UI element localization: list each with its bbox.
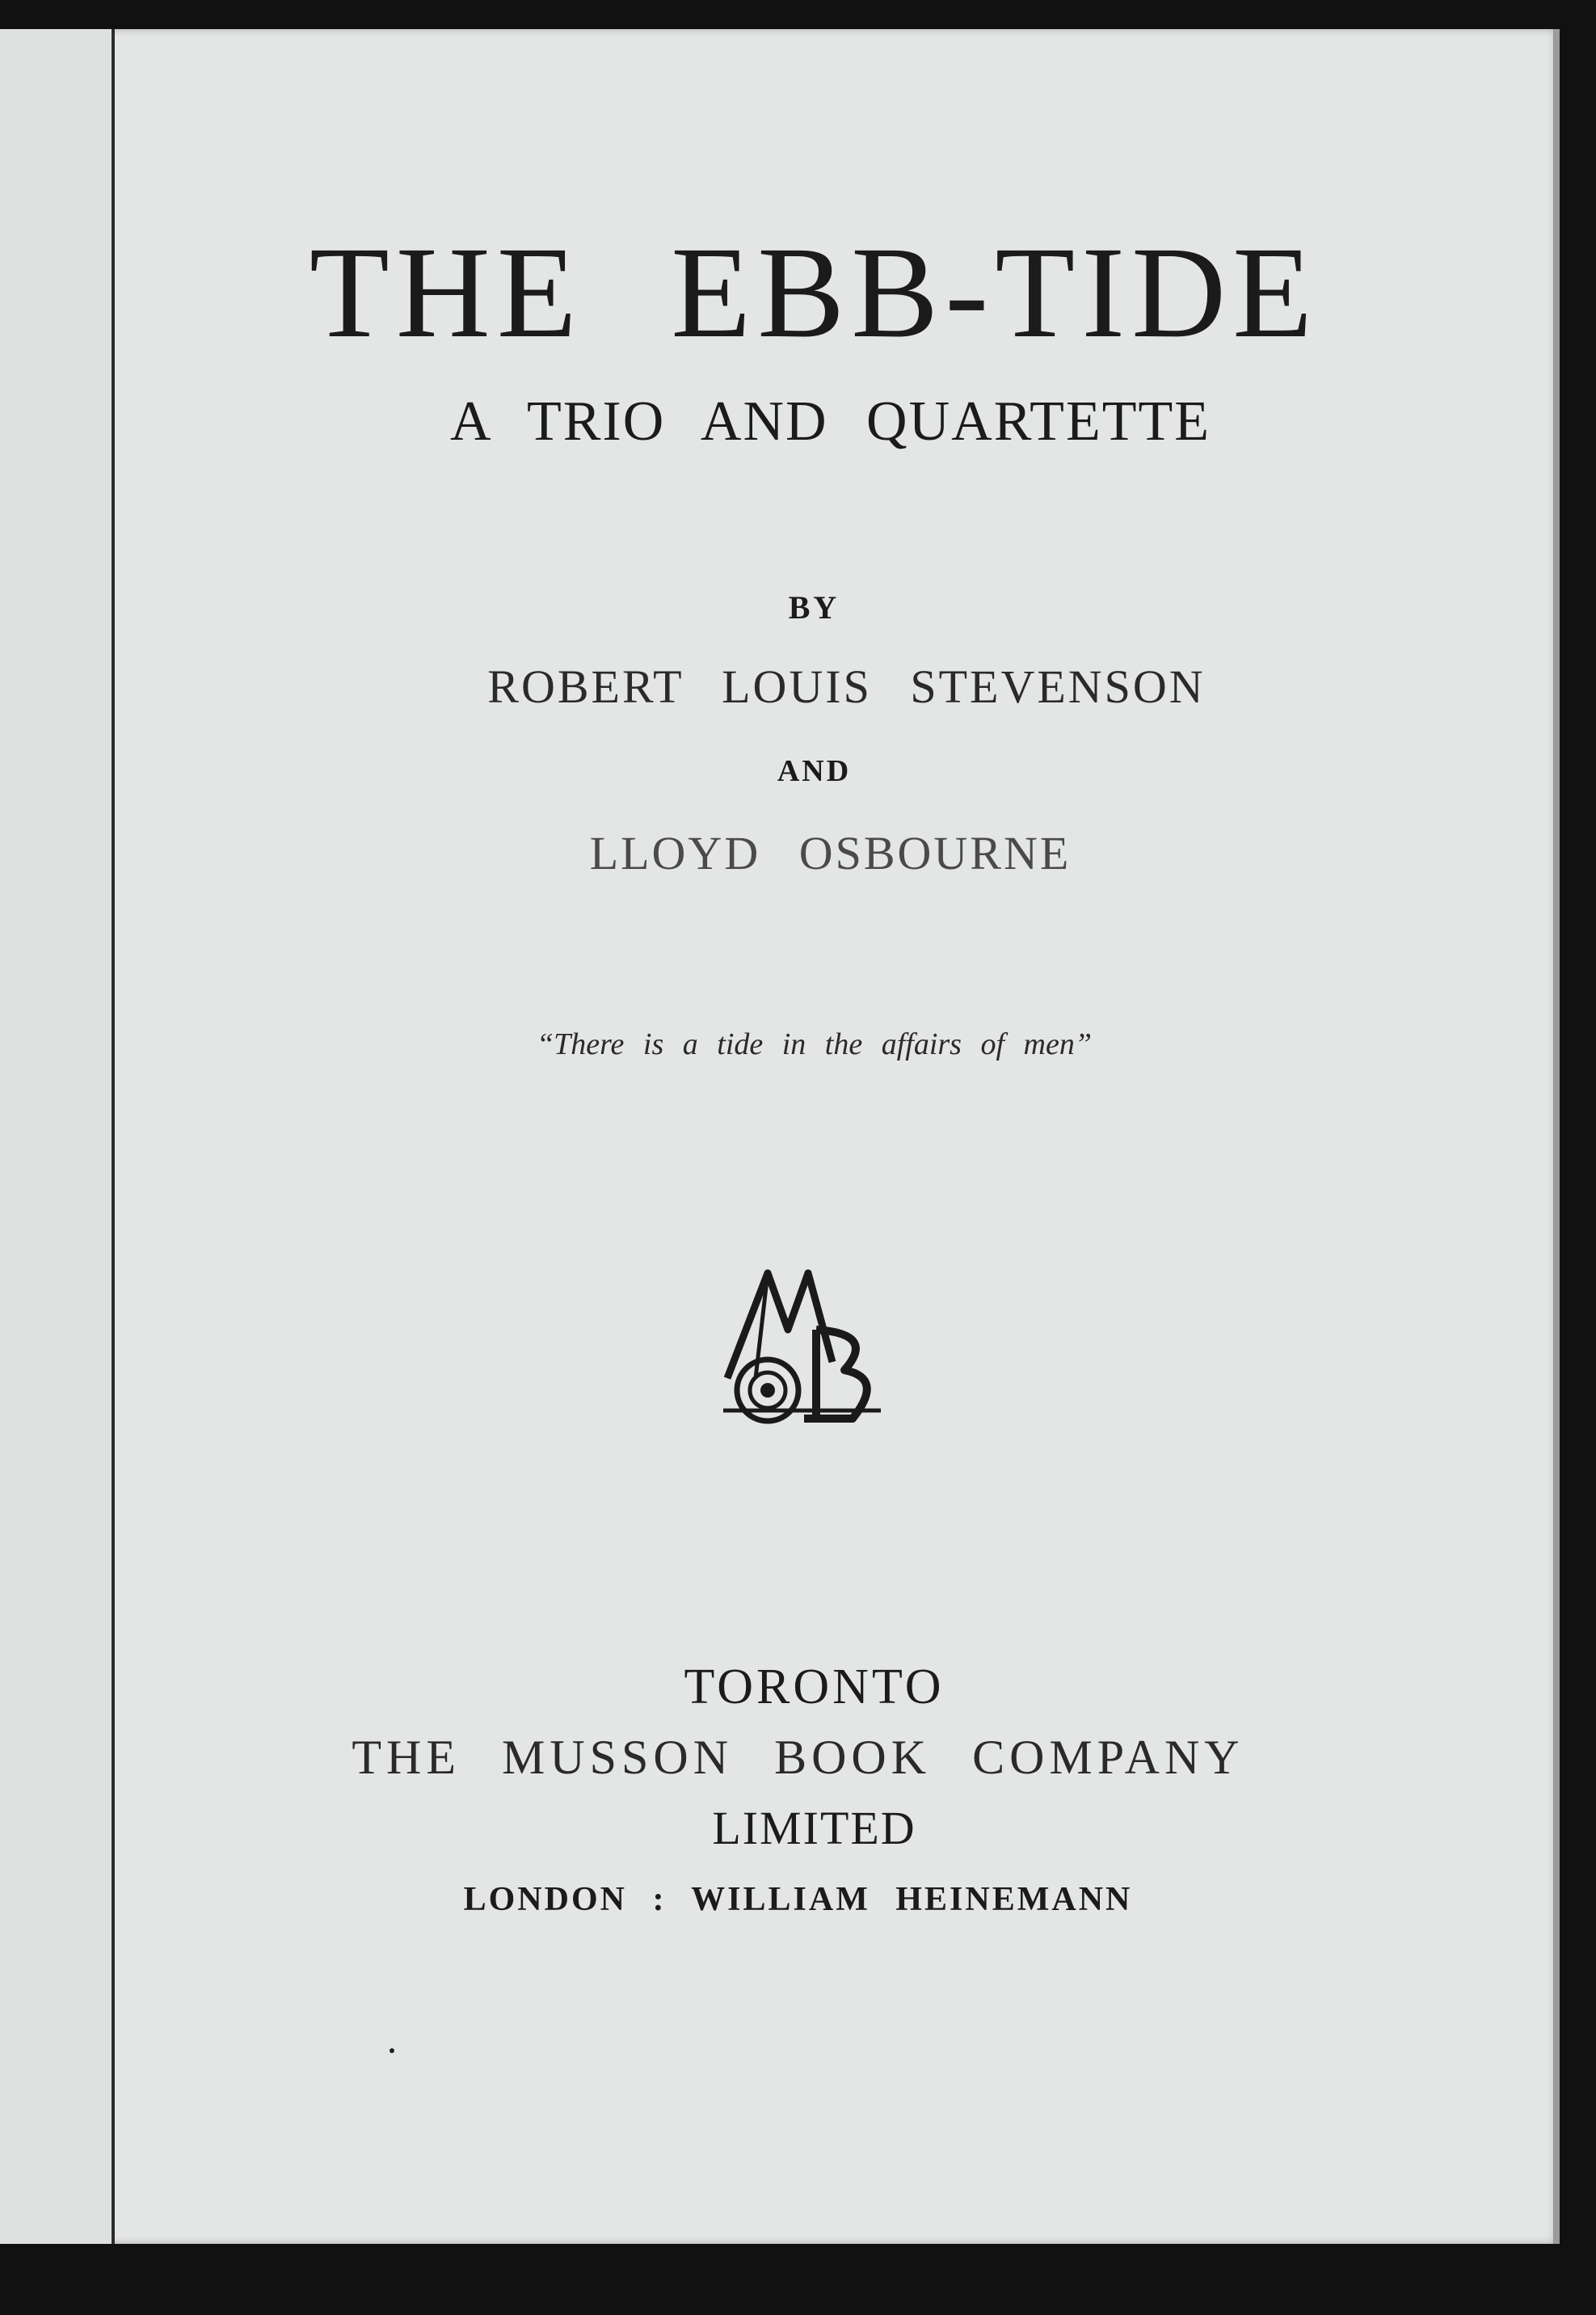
epigraph: “There is a tide in the affairs of men” — [537, 1027, 1092, 1061]
by-label: BY — [788, 589, 840, 626]
book-subtitle: A TRIO AND QUARTETTE — [450, 390, 1211, 453]
author-stevenson: ROBERT LOUIS STEVENSON — [487, 660, 1206, 713]
publisher-monogram-logo — [711, 1257, 897, 1435]
imprint-publisher: THE MUSSON BOOK COMPANY — [352, 1731, 1244, 1784]
imprint-london: LONDON : WILLIAM HEINEMANN — [463, 1881, 1133, 1918]
and-label: AND — [777, 754, 852, 788]
imprint-limited: LIMITED — [712, 1802, 916, 1854]
imprint-city: TORONTO — [684, 1659, 945, 1714]
ink-speck — [390, 2048, 394, 2053]
book-title: THE EBB-TIDE — [309, 221, 1320, 365]
author-osbourne: LLOYD OSBOURNE — [589, 827, 1072, 879]
